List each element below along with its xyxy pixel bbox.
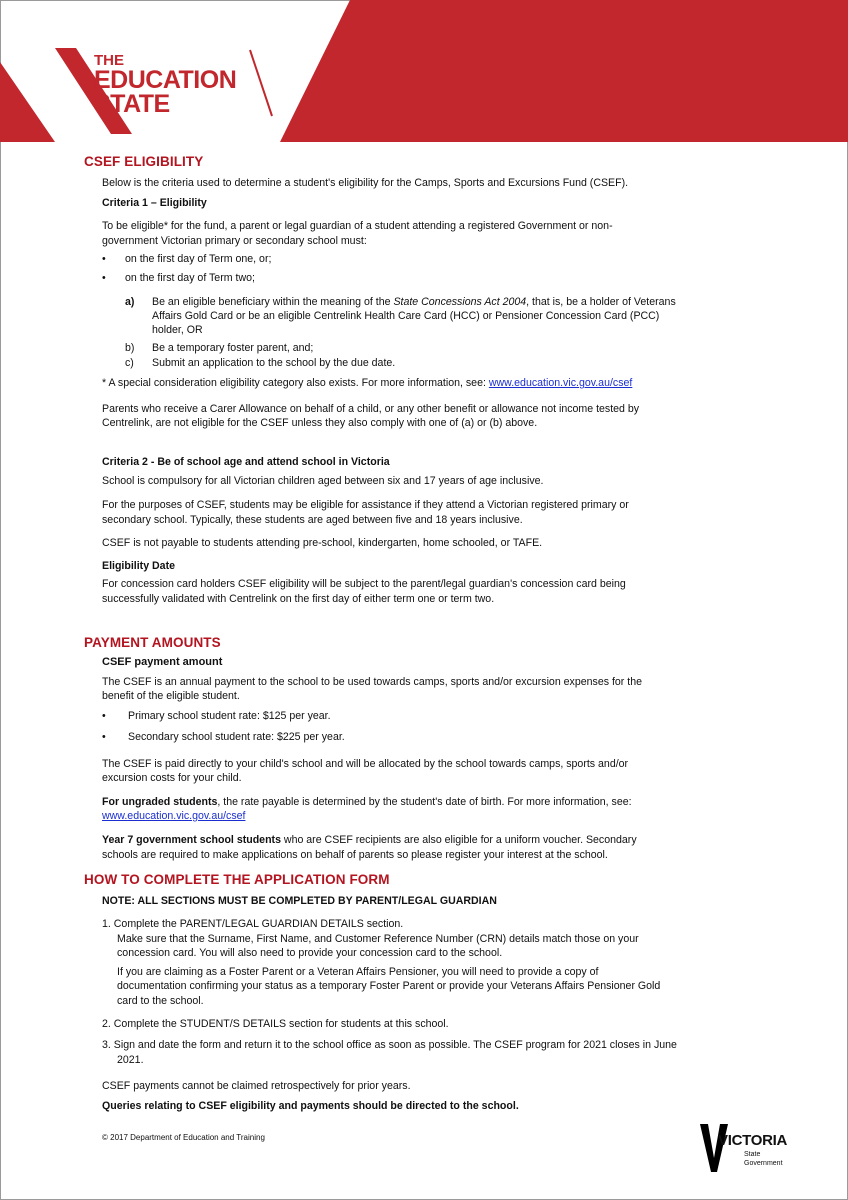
retro-note: CSEF payments cannot be claimed retrospectively for prior years. [102,1080,411,1092]
eligibility-intro: Below is the criteria used to determine a student's eligibility for the Camps, Sports and Excursions Fund (CSEF). [102,177,629,189]
ungraded-bold: For ungraded students [102,796,218,808]
banner-right-shape [280,0,848,142]
criteria2-para3: CSEF is not payable to students attending pre-school, kindergarten, home schooled, or TAFE. [102,537,543,549]
secondary-rate: Secondary school student rate: $225 per year. [128,731,345,743]
payment-intro-line2: benefit of the eligible student. [102,690,240,702]
sub-item-a-line1 [152,296,676,310]
bullet-icon: • [102,253,106,265]
bullet-icon: • [102,710,106,722]
eligibility-date-line1: For concession card holders CSEF eligibility will be subject to the parent/legal guardian's concession card being [102,578,626,590]
eligibility-date-title: Eligibility Date [102,560,175,572]
bullet-icon: • [102,272,106,284]
carer-line1: Parents who receive a Carer Allowance on behalf of a child, or any other benefit or allowance not income tested by [102,403,640,415]
victoria-logo-sub1: State [744,1151,761,1158]
bullet-term-two: on the first day of Term two; [125,272,255,284]
victoria-logo-sub2: Government [744,1160,783,1167]
paid-line1: The CSEF is paid directly to your child's school and will be allocated by the school towards camps, sports and/or [102,758,629,770]
sub-item-a-post: , that is, be a holder of Veterans [526,296,676,308]
copyright: © 2017 Department of Education and Training [102,1133,265,1142]
step1-line2: Make sure that the Surname, First Name, and Customer Reference Number (CRN) details match those on your [117,933,639,945]
year7-line2: schools are required to make applications on behalf of parents so please register your interest at the school. [102,849,608,861]
victoria-logo-main: VICTORIA [718,1132,787,1149]
year7-line1 [102,834,637,848]
bullet-icon: • [102,731,106,743]
criteria2-para2-line2: secondary school. Typically, these students are aged between five and 18 years inclusive. [102,514,523,526]
logo-state: STATE [94,90,170,118]
payment-heading: PAYMENT AMOUNTS [84,635,221,650]
logo-the: THE [94,52,124,69]
step1-line5: documentation confirming your status as a temporary Foster Parent or provide your Veterans Affairs Pensioner Gold [117,980,661,992]
carer-line2: Centrelink, are not eligible for the CSEF unless they also comply with one of (a) or (b) above. [102,417,538,429]
payment-subheading: CSEF payment amount [102,656,223,668]
logo-education: EDUCATION [94,66,237,94]
payment-intro-line1: The CSEF is an annual payment to the school to be used towards camps, sports and/or excursion expenses for the [102,676,642,688]
eligibility-heading: CSEF ELIGIBILITY [84,154,204,169]
step1: 1. Complete the PARENT/LEGAL GUARDIAN DETAILS section. [102,918,404,930]
criteria1-text-line2: government Victorian primary or secondary school must: [102,235,367,247]
ungraded-link[interactable]: www.education.vic.gov.au/csef [102,810,246,822]
step1-line3: concession card. You will also need to provide your concession card to the school. [117,947,503,959]
eligibility-date-line2: successfully validated with Centrelink on the first day of either term one or term two. [102,593,495,605]
sub-item-a-line2: Affairs Gold Card or be an eligible Centrelink Health Care Card (HCC) or Pensioner Concession Card (PCC) [152,310,660,322]
special-link[interactable]: www.education.vic.gov.au/csef [488,377,633,389]
ungraded-line1 [102,796,632,810]
step3-line1: 3. Sign and date the form and return it to the school office as soon as possible. The CSEF program for 2021 closes in June [102,1039,677,1051]
criteria2-para2-line1: For the purposes of CSEF, students may be eligible for assistance if they attend a Victorian registered primary or [102,499,629,511]
step3-line2: 2021. [117,1054,144,1066]
year7-rest: who are CSEF recipients are also eligible for a uniform voucher. Secondary [280,834,637,846]
sub-item-a-marker: a) [125,296,135,308]
sub-item-c-marker: c) [125,357,134,369]
victoria-logo [700,1118,810,1174]
queries-note: Queries relating to CSEF eligibility and payments should be directed to the school. [102,1100,519,1112]
criteria2-para1: School is compulsory for all Victorian children aged between six and 17 years of age inclusive. [102,475,544,487]
act-name: State Concessions Act 2004 [393,296,527,308]
year7-bold: Year 7 government school students [102,834,281,846]
criteria1-text-line1: To be eligible* for the fund, a parent or legal guardian of a student attending a registered Government or non- [102,220,613,232]
logo-slash-thin [250,50,272,116]
criteria1-title: Criteria 1 – Eligibility [102,197,207,209]
howto-note: NOTE: ALL SECTIONS MUST BE COMPLETED BY PARENT/LEGAL GUARDIAN [102,895,497,907]
sub-item-a-pre: Be an eligible beneficiary within the meaning of the [152,296,394,308]
special-consideration [102,377,632,391]
sub-item-b-marker: b) [125,342,135,354]
step1-line4: If you are claiming as a Foster Parent or a Veteran Affairs Pensioner, you will need to provide a copy of [117,966,599,978]
sub-item-a-line3: holder, OR [152,324,203,336]
step1-line6: card to the school. [117,995,204,1007]
banner-left-shape [0,62,55,142]
howto-heading: HOW TO COMPLETE THE APPLICATION FORM [84,872,390,887]
primary-rate: Primary school student rate: $125 per year. [128,710,331,722]
special-text: * A special consideration eligibility category also exists. For more information, see: [102,377,489,389]
step2: 2. Complete the STUDENT/S DETAILS section for students at this school. [102,1018,449,1030]
paid-line2: excursion costs for your child. [102,772,242,784]
sub-item-b: Be a temporary foster parent, and; [152,342,314,354]
criteria2-title: Criteria 2 - Be of school age and attend school in Victoria [102,456,390,468]
ungraded-rest: , the rate payable is determined by the student's date of birth. For more information, see: [217,796,632,808]
bullet-term-one: on the first day of Term one, or; [125,253,272,265]
sub-item-c: Submit an application to the school by the due date. [152,357,396,369]
